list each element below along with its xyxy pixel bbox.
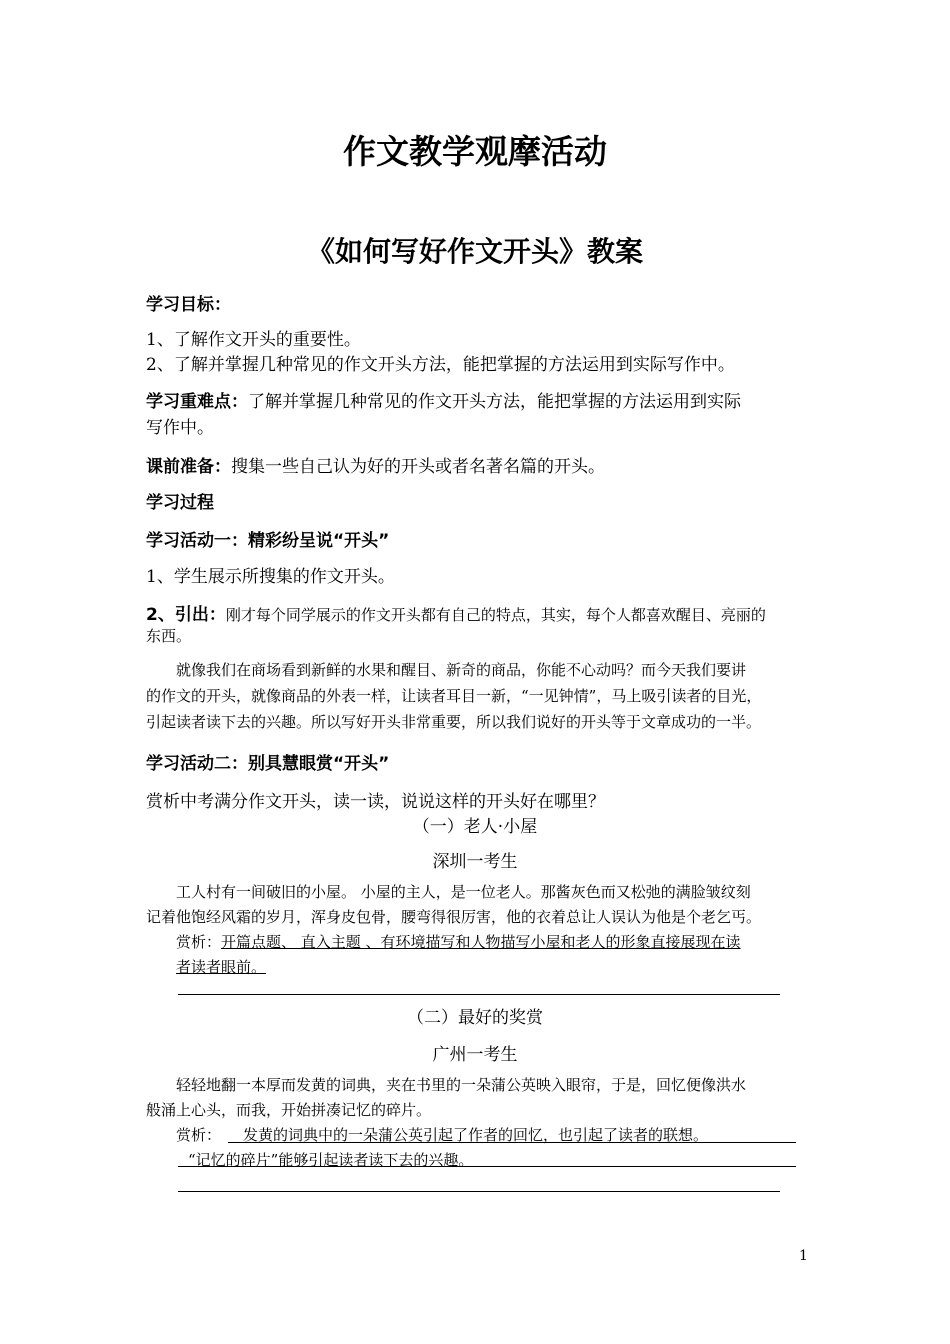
key-points-label: 学习重难点： <box>146 392 248 412</box>
document-title: 作文教学观摩活动 <box>343 132 607 171</box>
example1-title: （一）老人·小屋 <box>412 817 538 837</box>
activity1-item1: 1、学生展示所搜集的作文开头。 <box>146 567 395 587</box>
example2-author: 广州一考生 <box>432 1045 518 1065</box>
example2-comment <box>176 1124 221 1145</box>
preparation-text: 搜集一些自己认为好的开头或者名著名篇的开头。 <box>231 457 605 477</box>
item2-text: 刚才每个同学展示的作文开头都有自己的特点，其实，每个人都喜欢醒目、亮丽的 <box>225 606 766 624</box>
objectives-heading: 学习目标： <box>146 295 231 315</box>
item2-label: 2、引出： <box>146 605 226 625</box>
example1-comment <box>176 931 741 952</box>
activity1-item2 <box>146 600 766 625</box>
example2-text-line: 轻轻地翻一本厚而发黄的词典，夹在书里的一朵蒲公英映入眼帘，于是，回忆便像洪水 <box>176 1076 747 1094</box>
comment-label: 赏析： <box>176 933 222 951</box>
example1-text-line: 记着他饱经风霜的岁月，浑身皮包骨，腰弯得很厉害，他的衣着总让人误认为他是个老乞丐。 <box>146 908 762 926</box>
example2-text-line: 般涌上心头，而我，开始拼凑记忆的碎片。 <box>146 1101 432 1119</box>
objective-item: 1、了解作文开头的重要性。 <box>146 330 361 350</box>
example2-comment-text-cont: “记忆的碎片”能够引起读者读下去的兴趣。 <box>188 1151 474 1169</box>
paragraph-line: 就像我们在商场看到新鲜的水果和醒目、新奇的商品，你能不心动吗？而今天我们要讲 <box>176 661 747 679</box>
process-heading: 学习过程 <box>146 493 214 513</box>
item2-text-cont: 东西。 <box>146 627 192 645</box>
preparation-label: 课前准备： <box>146 457 231 477</box>
answer-line <box>178 1166 796 1167</box>
page-number: 1 <box>799 1248 808 1264</box>
example1-author: 深圳一考生 <box>432 852 518 872</box>
key-points-text-cont: 写作中。 <box>146 418 214 438</box>
comment-text-cont: 者读者眼前。 <box>176 958 267 976</box>
answer-line <box>178 1191 780 1192</box>
paragraph-line: 引起读者读下去的兴趣。所以写好开头非常重要，所以我们说好的开头等于文章成功的一半。 <box>146 713 762 731</box>
objective-item: 2、了解并掌握几种常见的作文开头方法，能把掌握的方法运用到实际写作中。 <box>146 355 735 375</box>
preparation-line <box>146 452 605 477</box>
activity1-heading: 学习活动一：精彩纷呈说“开头” <box>146 531 390 551</box>
key-points-text: 了解并掌握几种常见的作文开头方法，能把掌握的方法运用到实际 <box>248 392 741 412</box>
activity2-intro: 赏析中考满分作文开头，读一读，说说这样的开头好在哪里？ <box>146 792 605 812</box>
comment-text: 开篇点题、 直入主题 、有环境描写和人物描写小屋和老人的形象直接展现在读 <box>221 933 741 951</box>
paragraph-line: 的作文的开头，就像商品的外表一样，让读者耳目一新，“一见钟情”，马上吸引读者的目光， <box>146 687 762 705</box>
example1-text-line: 工人村有一间破旧的小屋。 小屋的主人，是一位老人。那酱灰色而又松弛的满脸皱纹刻 <box>176 883 751 901</box>
example2-comment-text: 发黄的词典中的一朵蒲公英引起了作者的回忆，也引起了读者的联想。 <box>243 1126 709 1144</box>
answer-line <box>228 1142 796 1143</box>
comment-label: 赏析： <box>176 1126 222 1144</box>
example2-title: （二）最好的奖赏 <box>407 1008 543 1028</box>
activity2-heading: 学习活动二：别具慧眼赏“开头” <box>146 754 390 774</box>
key-points-line <box>146 387 741 412</box>
answer-line <box>178 994 780 995</box>
lesson-title: 《如何写好作文开头》教案 <box>306 235 643 268</box>
